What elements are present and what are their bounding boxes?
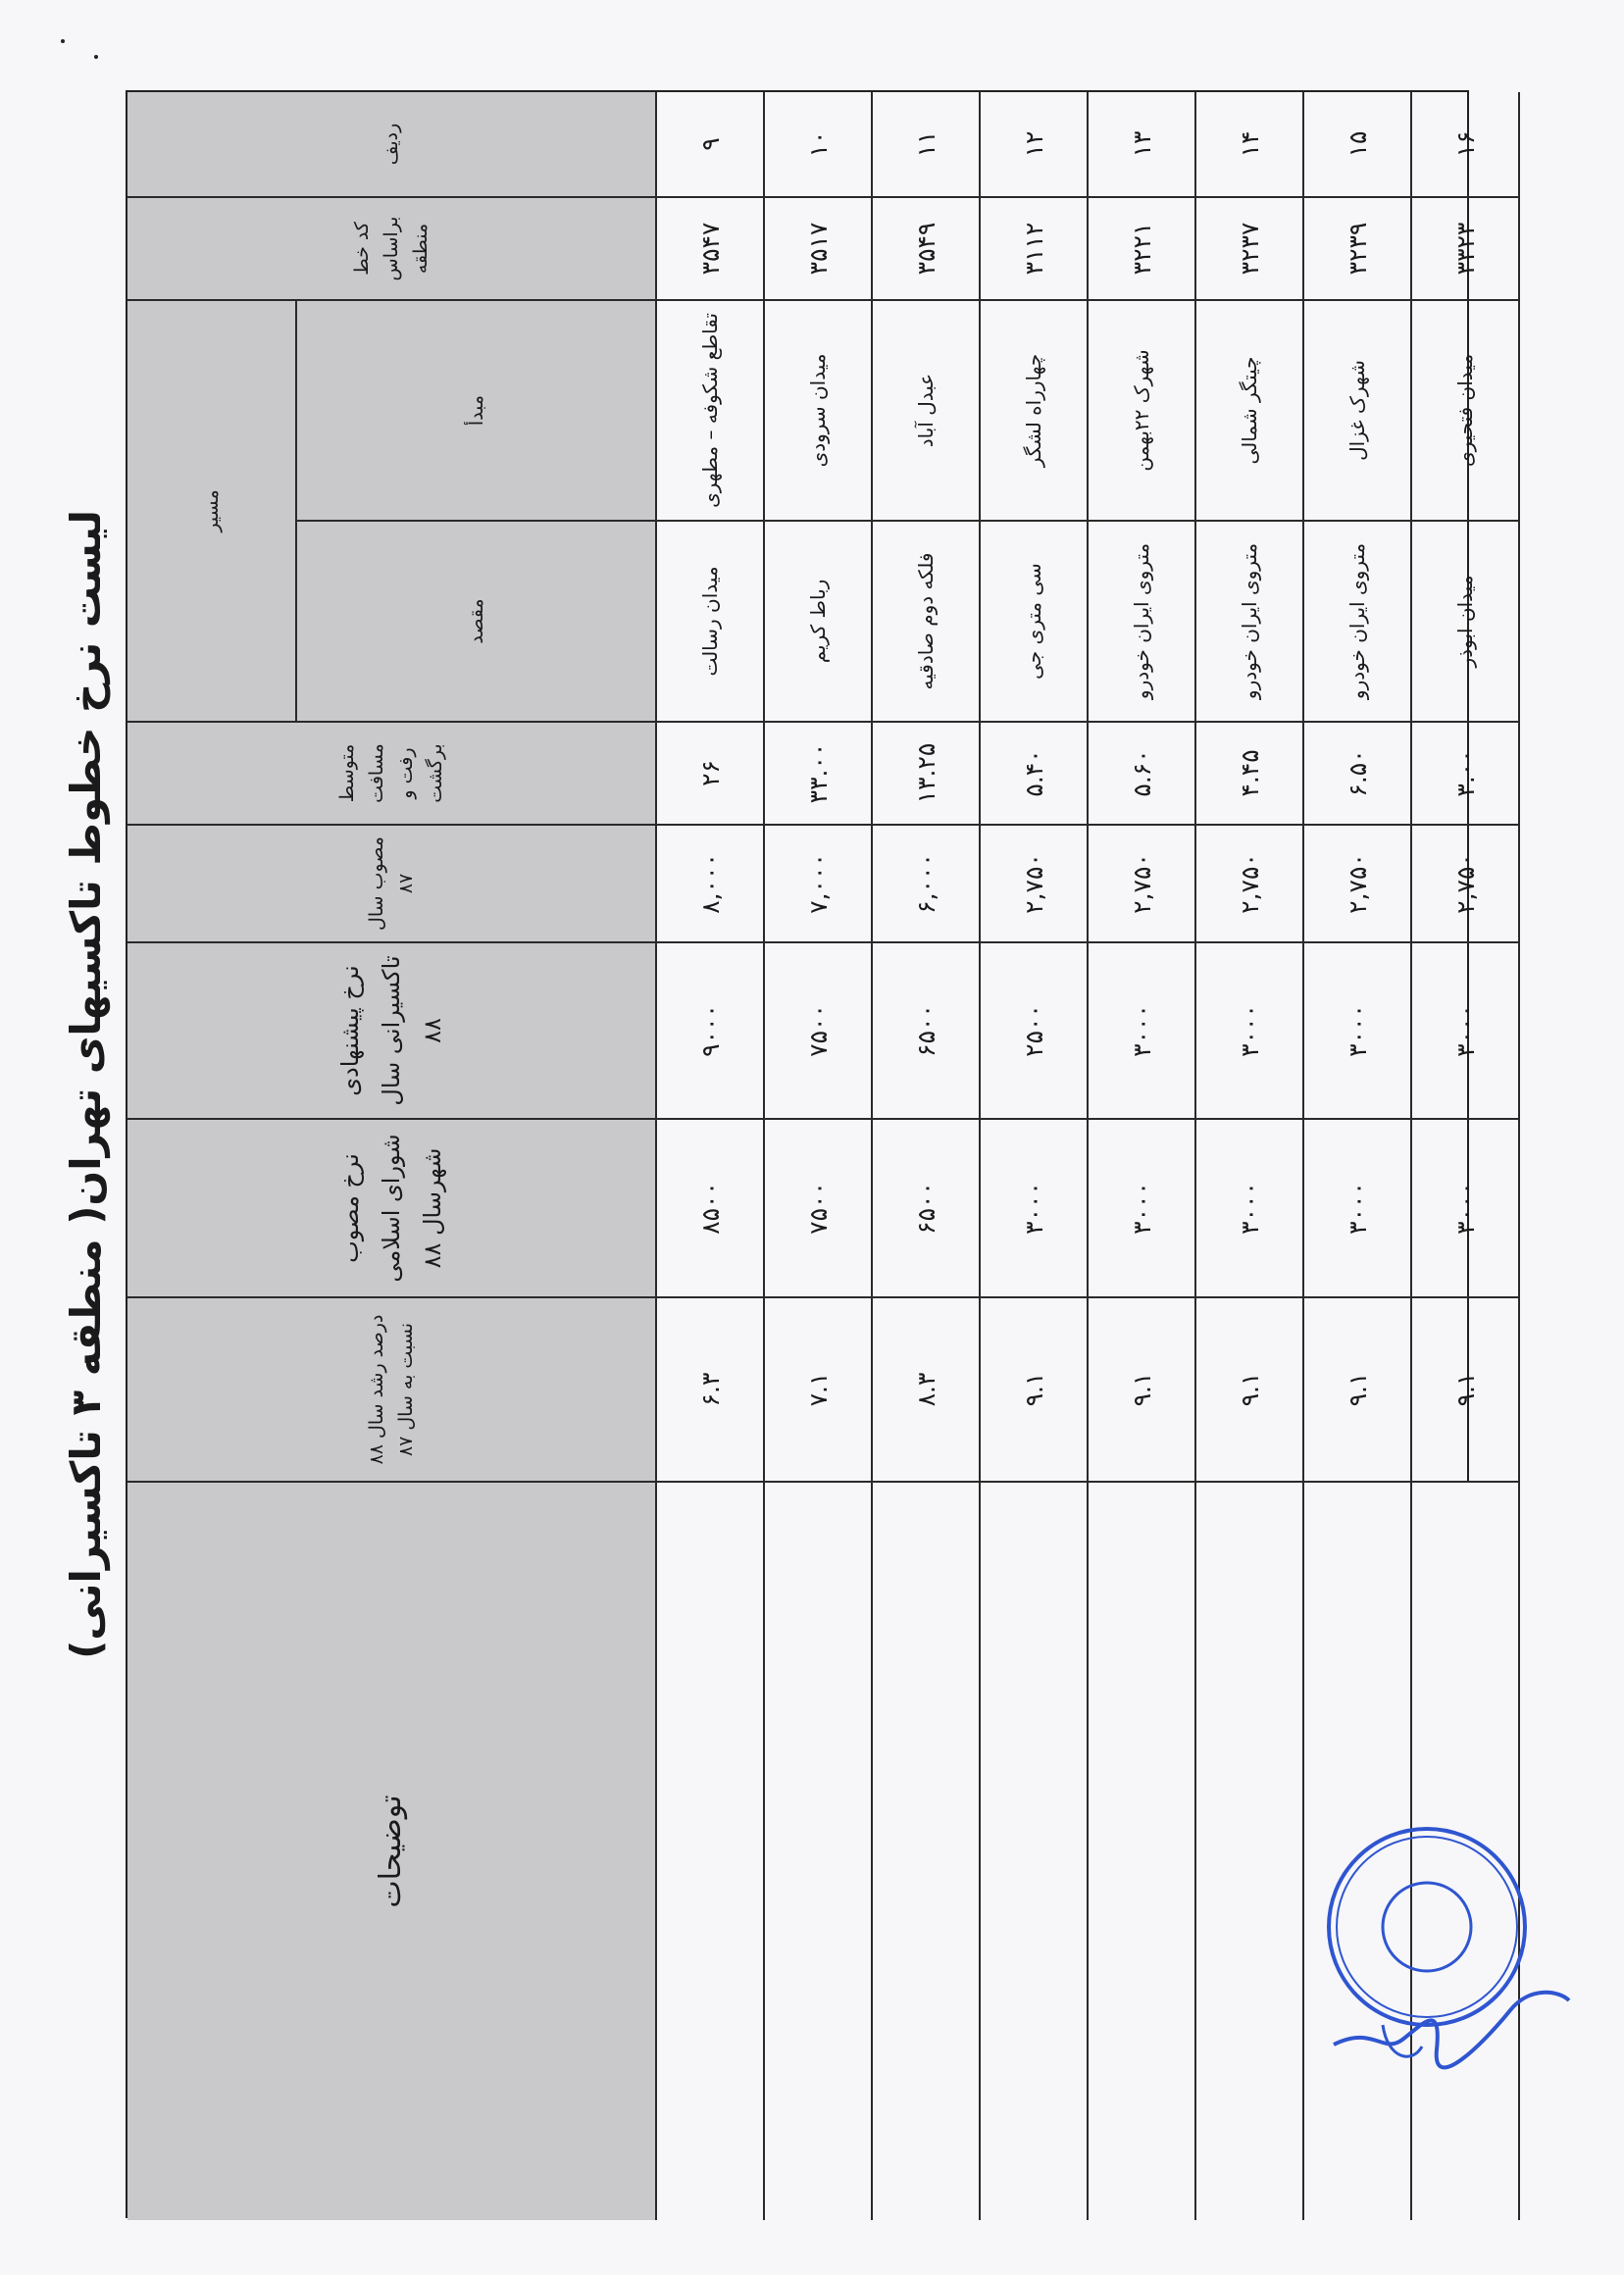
- cell-radif: ۱۶: [1412, 92, 1520, 198]
- cell-destination: میدان ابوذر: [1412, 522, 1520, 723]
- cell-distance: ۳۳.۰۰: [765, 723, 873, 826]
- cell-notes: [981, 1483, 1089, 2220]
- cell-proposed: ۹۰۰۰: [657, 943, 765, 1120]
- cell-code: ۳۲۳۹: [1304, 198, 1412, 301]
- cell-distance: ۴.۴۵: [1196, 723, 1304, 826]
- cell-distance: ۲۶: [657, 723, 765, 826]
- cell-radif: ۱۳: [1089, 92, 1196, 198]
- cell-proposed: ۶۵۰۰: [873, 943, 981, 1120]
- cell-radif: ۱۱: [873, 92, 981, 198]
- cell-radif: ۱۵: [1304, 92, 1412, 198]
- cell-code: ۳۱۱۲: [981, 198, 1089, 301]
- cell-origin: میدان سرودی: [765, 301, 873, 522]
- cell-rate-87: ۲,۷۵۰: [1412, 826, 1520, 943]
- cell-proposed: ۳۰۰۰: [1304, 943, 1412, 1120]
- cell-growth: ۹.۱: [981, 1298, 1089, 1483]
- cell-council: ۳۰۰۰: [1412, 1120, 1520, 1298]
- cell-destination: رباط کریم: [765, 522, 873, 723]
- cell-code: ۳۲۲۱: [1089, 198, 1196, 301]
- cell-proposed: ۳۰۰۰: [1196, 943, 1304, 1120]
- cell-code: ۳۲۳۷: [1196, 198, 1304, 301]
- cell-notes: [1089, 1483, 1196, 2220]
- cell-council: ۶۵۰۰: [873, 1120, 981, 1298]
- cell-growth: ۶.۳: [657, 1298, 765, 1483]
- header-council-rate: نرخ مصوب شورای اسلامی شهرسال ۸۸: [127, 1120, 657, 1298]
- cell-council: ۷۵۰۰: [765, 1120, 873, 1298]
- cell-origin: چهارراه لشگر: [981, 301, 1089, 522]
- cell-rate-87: ۲,۷۵۰: [1089, 826, 1196, 943]
- cell-destination: متروی ایران خودرو: [1304, 522, 1412, 723]
- cell-destination: میدان رسالت: [657, 522, 765, 723]
- cell-rate-87: ۸,۰۰۰: [657, 826, 765, 943]
- header-origin: مبدأ: [297, 301, 657, 522]
- cell-destination: سی متری جی: [981, 522, 1089, 723]
- header-route: مسیر: [127, 301, 297, 723]
- header-proposed-rate: نرخ پیشنهادی تاکسیرانی سال ۸۸: [127, 943, 657, 1120]
- cell-proposed: ۷۵۰۰: [765, 943, 873, 1120]
- header-radif: ردیف: [127, 92, 657, 198]
- cell-destination: متروی ایران خودرو: [1089, 522, 1196, 723]
- council-stamp-seal: [1265, 1790, 1579, 2084]
- header-growth: درصد رشد سال ۸۸ نسبت به سال ۸۷: [127, 1298, 657, 1483]
- cell-origin: عبدل آباد: [873, 301, 981, 522]
- cell-growth: ۹.۱: [1089, 1298, 1196, 1483]
- cell-distance: ۶.۵۰: [1304, 723, 1412, 826]
- page-title: لیست نرخ خطوط تاکسیهای تهران( منطقه ۳ تاکسیرانی): [62, 510, 110, 1659]
- cell-council: ۳۰۰۰: [981, 1120, 1089, 1298]
- cell-distance: ۱۳.۲۵: [873, 723, 981, 826]
- cell-growth: ۹.۱: [1196, 1298, 1304, 1483]
- header-notes: توضیحات: [127, 1483, 657, 2220]
- cell-code: ۳۵۴۷: [657, 198, 765, 301]
- cell-origin: شهرک ۲۲بهمن: [1089, 301, 1196, 522]
- cell-proposed: ۳۰۰۰: [1412, 943, 1520, 1120]
- cell-notes: [765, 1483, 873, 2220]
- cell-destination: متروی ایران خودرو: [1196, 522, 1304, 723]
- cell-rate-87: ۲,۷۵۰: [1196, 826, 1304, 943]
- cell-growth: ۸.۳: [873, 1298, 981, 1483]
- cell-council: ۳۰۰۰: [1304, 1120, 1412, 1298]
- cell-rate-87: ۲,۷۵۰: [1304, 826, 1412, 943]
- cell-growth: ۹.۱: [1304, 1298, 1412, 1483]
- cell-origin: میدان فتحیری: [1412, 301, 1520, 522]
- cell-growth: ۷.۱: [765, 1298, 873, 1483]
- cell-code: ۳۳۲۳: [1412, 198, 1520, 301]
- cell-notes: [657, 1483, 765, 2220]
- header-code: کد خط براساس منطقه: [127, 198, 657, 301]
- cell-growth: ۹.۱: [1412, 1298, 1520, 1483]
- cell-origin: شهرک غزال: [1304, 301, 1412, 522]
- cell-proposed: ۲۵۰۰: [981, 943, 1089, 1120]
- header-distance: متوسط مسافت رفت و برگشت: [127, 723, 657, 826]
- cell-distance: ۵.۴۰: [981, 723, 1089, 826]
- cell-radif: ۱۲: [981, 92, 1089, 198]
- cell-distance: ۳.۰۰: [1412, 723, 1520, 826]
- cell-radif: ۱۴: [1196, 92, 1304, 198]
- header-rate-87: مصوب سال ۸۷: [127, 826, 657, 943]
- cell-radif: ۹: [657, 92, 765, 198]
- cell-council: ۳۰۰۰: [1196, 1120, 1304, 1298]
- cell-rate-87: ۲,۷۵۰: [981, 826, 1089, 943]
- cell-radif: ۱۰: [765, 92, 873, 198]
- cell-rate-87: ۷,۰۰۰: [765, 826, 873, 943]
- cell-code: ۳۵۱۷: [765, 198, 873, 301]
- cell-origin: چیتگر شمالی: [1196, 301, 1304, 522]
- cell-rate-87: ۶,۰۰۰: [873, 826, 981, 943]
- cell-origin: تقاطع شکوفه – مطهری: [657, 301, 765, 522]
- cell-destination: فلکه دوم صادقیه: [873, 522, 981, 723]
- cell-notes: [873, 1483, 981, 2220]
- cell-proposed: ۳۰۰۰: [1089, 943, 1196, 1120]
- header-destination: مقصد: [297, 522, 657, 723]
- cell-code: ۳۵۴۹: [873, 198, 981, 301]
- cell-council: ۸۵۰۰: [657, 1120, 765, 1298]
- cell-distance: ۵.۶۰: [1089, 723, 1196, 826]
- cell-council: ۳۰۰۰: [1089, 1120, 1196, 1298]
